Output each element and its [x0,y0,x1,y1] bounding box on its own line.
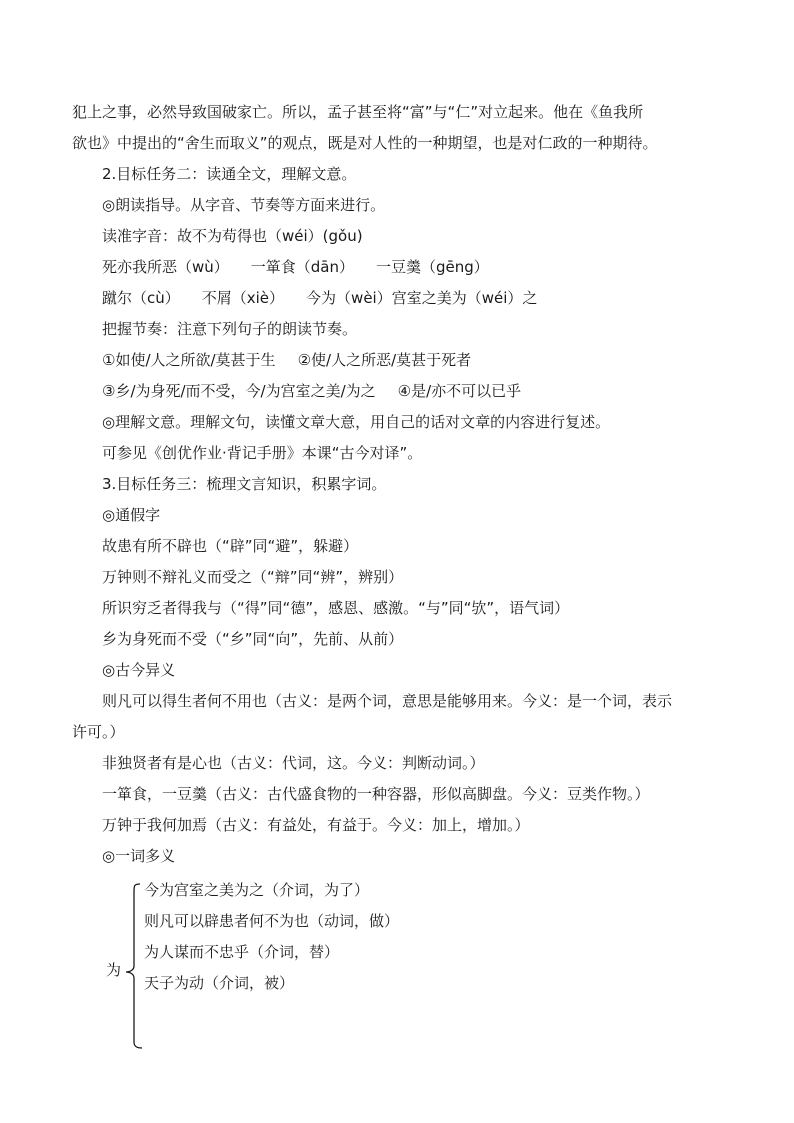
subsection-heading: ◎朗读指导。从字音、节奏等方面来进行。 [102,196,386,214]
rhythm-line [0,350,794,370]
text-line: 则凡可以得生者何不用也（古义：是两个词，意思是能够用来。今义：是一个词，表示 [102,692,673,710]
pronunciation-item: 不屑（xiè） [201,289,285,307]
rhythm-line [0,381,794,401]
polysemy-char: 为 [106,961,122,979]
text-line: 把握节奏：注意下列句子的朗读节奏。 [102,320,358,338]
polysemy-item: 天子为动（介词，被） [144,974,295,992]
text-line: 许可。） [72,723,125,741]
polysemy-item: 为人谋而不忠乎（介词，替） [144,943,340,961]
pronunciation-item: 一豆羹（gēng） [376,258,489,276]
subsection-heading: ◎理解文意。理解文句，读懂文章大意，用自己的话对文章的内容进行复述。 [102,413,611,431]
text-line: 可参见《创优作业·背记手册》本课“古今对译”。 [102,444,423,462]
subsection-heading: ◎一词多义 [102,847,176,865]
rhythm-item: ③乡/为身死/而不受，今/为宫室之美/为之 [102,382,376,400]
subsection-heading: ◎通假字 [102,506,161,524]
text-line: 欲也》中提出的“舍生而取义”的观点，既是对人性的一种期望，也是对仁政的一种期待。 [72,134,658,152]
pronunciation-item: 今为（wèi）宫室之美为（wéi）之 [306,289,538,307]
pronunciation-line [0,257,794,277]
text-line: 乡为身死而不受（“乡”同“向”，先前、从前） [102,630,404,648]
text-line: 万钟则不辩礼义而受之（“辩”同“辨”，辨别） [102,568,404,586]
text-line: 万钟于我何加焉（古义：有益处，有益于。今义：加上，增加。） [102,816,530,834]
text-line: 所识穷乏者得我与（“得”同“德”，感恩、感激。“与”同“欤”，语气词） [102,599,570,617]
pronunciation-item: 蹴尔（cù） [102,289,180,307]
text-line: 非独贤者有是心也（古义：代词，这。今义：判断动词。） [102,754,485,772]
text-line: 犯上之事，必然导致国破家亡。所以，孟子甚至将“富”与“仁”对立起来。他在《鱼我所 [72,103,644,121]
left-brace-icon [124,882,144,1050]
section-heading: 3.目标任务三：梳理文言知识，积累字词。 [102,475,387,493]
polysemy-item: 今为宫室之美为之（介词，为了） [144,881,370,899]
pronunciation-item: 一箪食（dān） [250,258,355,276]
pronunciation-line [0,288,794,308]
polysemy-brace-block [100,878,500,1050]
text-line: 读准字音：故不为苟得也（wéi）(gǒu) [102,227,363,245]
polysemy-item: 则凡可以辟患者何不为也（动词，做） [144,912,400,930]
pronunciation-item: 死亦我所恶（wù） [102,258,229,276]
rhythm-item: ①如使/人之所欲/莫甚于生 [102,351,276,369]
rhythm-item: ④是/亦不可以已乎 [397,382,522,400]
section-heading: 2.目标任务二：读通全文，理解文意。 [102,165,357,183]
rhythm-item: ②使/人之所恶/莫甚于死者 [297,351,472,369]
subsection-heading: ◎古今异义 [102,661,176,679]
text-line: 一箪食，一豆羹（古义：古代盛食物的一种容器，形似高脚盘。今义：豆类作物。） [102,785,650,803]
text-line: 故患有所不辟也（“辟”同“避”，躲避） [102,537,359,555]
